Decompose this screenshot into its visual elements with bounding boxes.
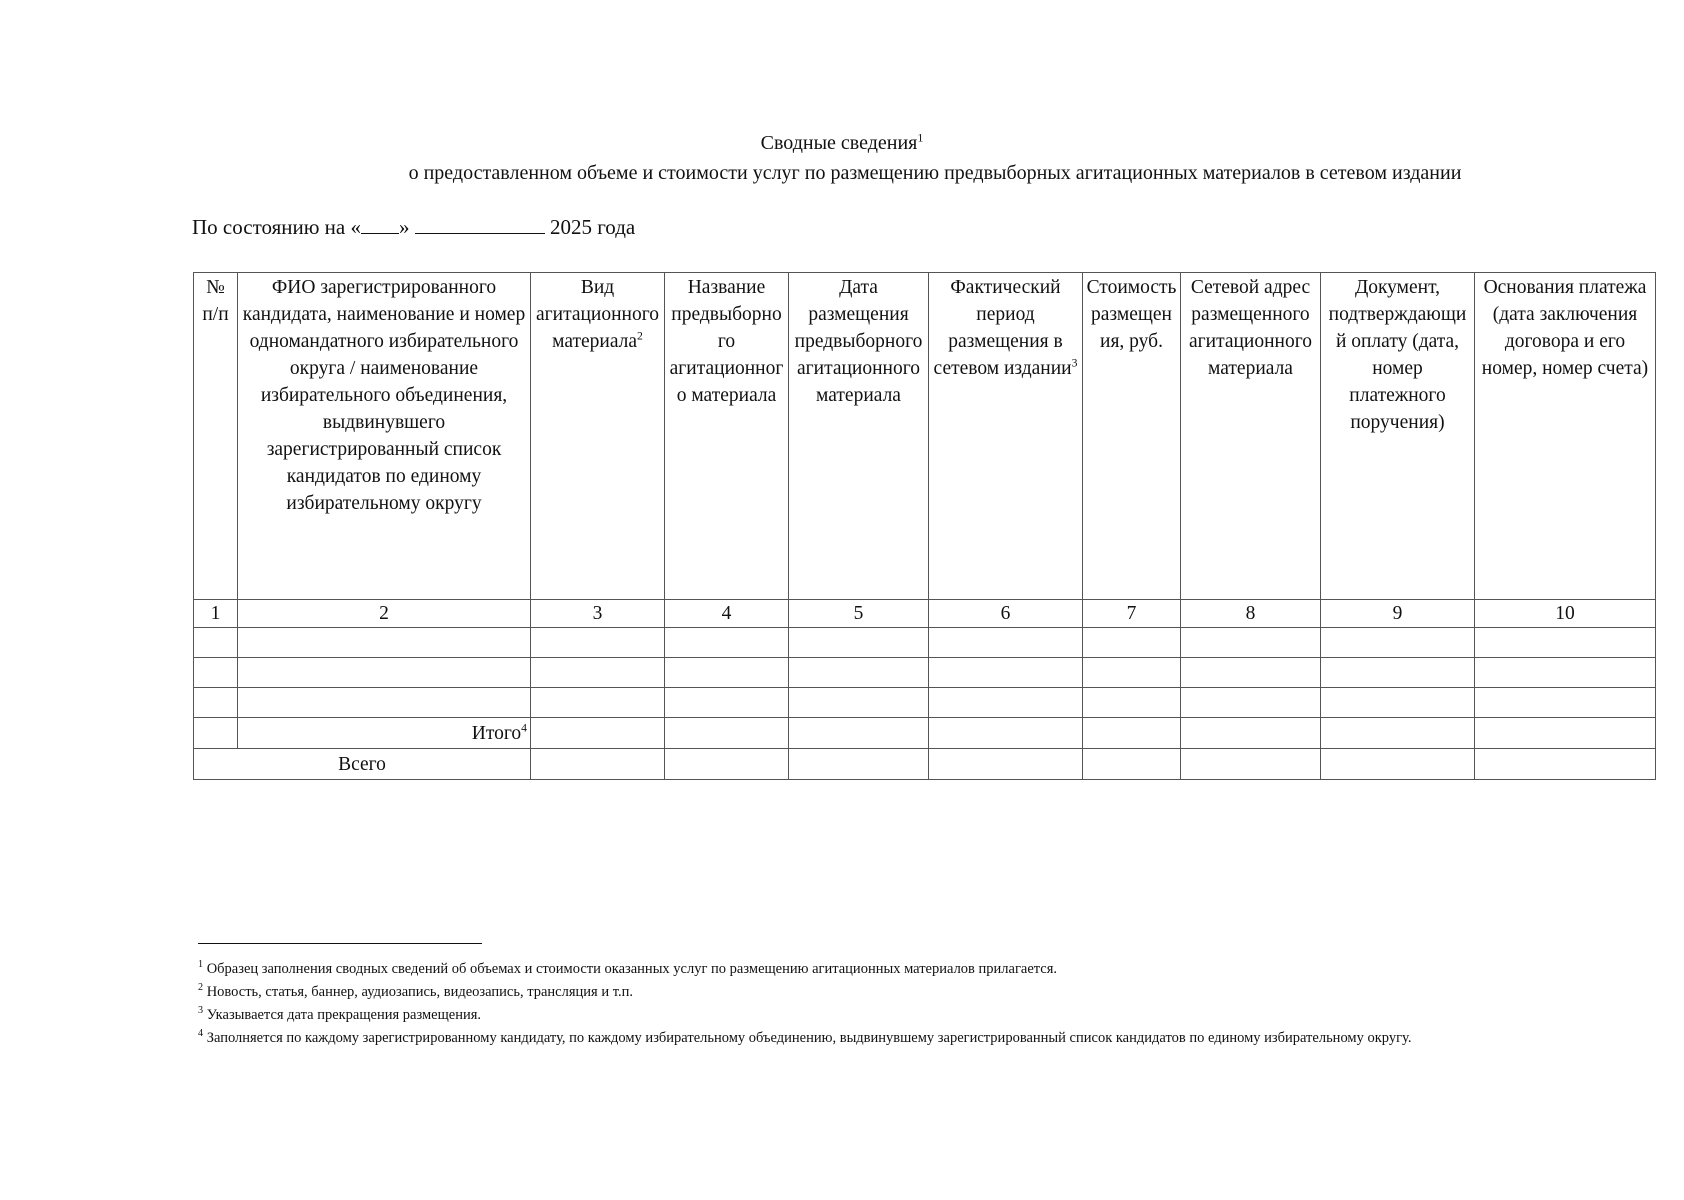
table-cell[interactable]	[238, 628, 531, 658]
column-number: 4	[665, 600, 789, 628]
as-of-date-line	[192, 215, 635, 240]
table-cell[interactable]	[1181, 658, 1321, 688]
table-cell[interactable]	[194, 658, 238, 688]
table-cell[interactable]	[1475, 749, 1656, 780]
footnotes	[198, 958, 1610, 1050]
table-cell[interactable]	[929, 658, 1083, 688]
table-cell[interactable]	[789, 628, 929, 658]
table-cell[interactable]	[531, 658, 665, 688]
table-cell[interactable]	[1321, 749, 1475, 780]
table-cell[interactable]	[1083, 749, 1181, 780]
col-header-cost: Стоимость размещения, руб.	[1083, 273, 1181, 600]
col-header-payment-document: Документ, подтверждающий оплату (дата, номер платежного поручения)	[1321, 273, 1475, 600]
title-footnote-ref: 1	[917, 130, 924, 145]
column-number: 10	[1475, 600, 1656, 628]
table-cell[interactable]	[531, 628, 665, 658]
table-cell[interactable]	[929, 718, 1083, 749]
table-cell[interactable]	[929, 749, 1083, 780]
report-table	[193, 272, 1656, 780]
table-cell[interactable]	[665, 749, 789, 780]
col-header-actual-period: Фактический период размещения в сетевом издании$^3$	[929, 273, 1083, 600]
as-of-prefix: По состоянию на «	[192, 215, 361, 239]
footnote-1: $^1$ Образец заполнения сводных сведений об объемах и стоимости оказанных услуг по размещению агитационных материалов прилагается.	[198, 959, 1058, 977]
footnote-4: $^4$ Заполняется по каждому зарегистрированному кандидату, по каждому избирательному объединению, выдвинувшему зарегистрированный список кандидатов по единому избирательному округу.	[198, 1028, 1412, 1046]
total-label: Всего	[194, 749, 531, 780]
table-cell[interactable]	[1083, 658, 1181, 688]
footnote-divider	[198, 943, 482, 944]
table-cell[interactable]	[665, 688, 789, 718]
table-cell[interactable]	[531, 718, 665, 749]
table-row	[194, 688, 1656, 718]
total-row	[194, 749, 1656, 780]
table-cell[interactable]	[1083, 718, 1181, 749]
table-cell[interactable]	[929, 628, 1083, 658]
col-header-candidate: ФИО зарегистрированного кандидата, наименование и номер одномандатного избирательного округа / наименование избирательного объединения, выдвинувшего зарегистрированный список кандидатов по единому избирательному округу	[238, 273, 531, 600]
table-cell[interactable]	[1181, 749, 1321, 780]
col-header-placement-date: Дата размещения предвыборного агитационного материала	[789, 273, 929, 600]
as-of-suffix: 2025 года	[549, 215, 636, 239]
table-cell[interactable]	[789, 688, 929, 718]
table-cell[interactable]	[1181, 718, 1321, 749]
table-cell[interactable]	[238, 658, 531, 688]
column-number: 5	[789, 600, 929, 628]
table-row	[194, 628, 1656, 658]
table-cell[interactable]	[1321, 658, 1475, 688]
footnote-ref-4: 4	[521, 721, 527, 734]
document-title: Сводные сведения$^1$	[760, 130, 924, 154]
table-cell[interactable]	[1475, 718, 1656, 749]
table-cell[interactable]	[665, 718, 789, 749]
table-cell[interactable]	[1181, 628, 1321, 658]
column-number-row	[194, 600, 1656, 628]
table-cell[interactable]	[929, 688, 1083, 718]
table-cell[interactable]	[1181, 688, 1321, 718]
table-cell[interactable]	[1321, 718, 1475, 749]
table-cell[interactable]	[194, 628, 238, 658]
table-cell[interactable]	[238, 688, 531, 718]
table-cell[interactable]	[531, 749, 665, 780]
header-row	[194, 273, 1656, 600]
table-cell[interactable]	[789, 749, 929, 780]
as-of-mid: »	[398, 215, 410, 239]
table-cell[interactable]	[665, 658, 789, 688]
table-cell[interactable]	[789, 658, 929, 688]
column-number: 3	[531, 600, 665, 628]
document-subtitle: о предоставленном объеме и стоимости услуг по размещению предвыборных агитационных материалов в сетевом издании	[408, 162, 1462, 184]
table-cell[interactable]	[665, 628, 789, 658]
col-header-number: № п/п	[194, 273, 238, 600]
month-blank[interactable]	[415, 232, 545, 234]
table-cell[interactable]	[1475, 628, 1656, 658]
column-number: 1	[194, 600, 238, 628]
table-cell[interactable]	[194, 688, 238, 718]
col-header-material-type: Вид агитационного материала$^2$	[531, 273, 665, 600]
column-number: 9	[1321, 600, 1475, 628]
col-header-network-address: Сетевой адрес размещенного агитационного материала	[1181, 273, 1321, 600]
table-cell[interactable]	[1475, 658, 1656, 688]
footnote-ref-2: 2	[637, 329, 643, 343]
column-number: 7	[1083, 600, 1181, 628]
subtotal-row	[194, 718, 1656, 749]
column-number: 6	[929, 600, 1083, 628]
footnote-3: $^3$ Указывается дата прекращения размещения.	[198, 1005, 482, 1023]
table-row	[194, 658, 1656, 688]
col-header-material-name: Название предвыборного агитационного материала	[665, 273, 789, 600]
footnote-ref-3: 3	[1071, 356, 1078, 370]
table-cell[interactable]	[789, 718, 929, 749]
day-blank[interactable]	[361, 232, 399, 234]
table-cell[interactable]	[531, 688, 665, 718]
col-header-payment-basis: Основания платежа (дата заключения договора и его номер, номер счета)	[1475, 273, 1656, 600]
table-cell[interactable]	[1083, 688, 1181, 718]
column-number: 2	[238, 600, 531, 628]
table-cell[interactable]	[1475, 688, 1656, 718]
subtotal-label: Итого$^4$	[238, 718, 531, 749]
table-cell[interactable]	[1321, 688, 1475, 718]
column-number: 8	[1181, 600, 1321, 628]
table-cell[interactable]	[1321, 628, 1475, 658]
table-cell[interactable]	[1083, 628, 1181, 658]
table-cell[interactable]	[194, 718, 238, 749]
footnote-2: $^2$ Новость, статья, баннер, аудиозапись, видеозапись, трансляция и т.п.	[198, 982, 633, 1000]
